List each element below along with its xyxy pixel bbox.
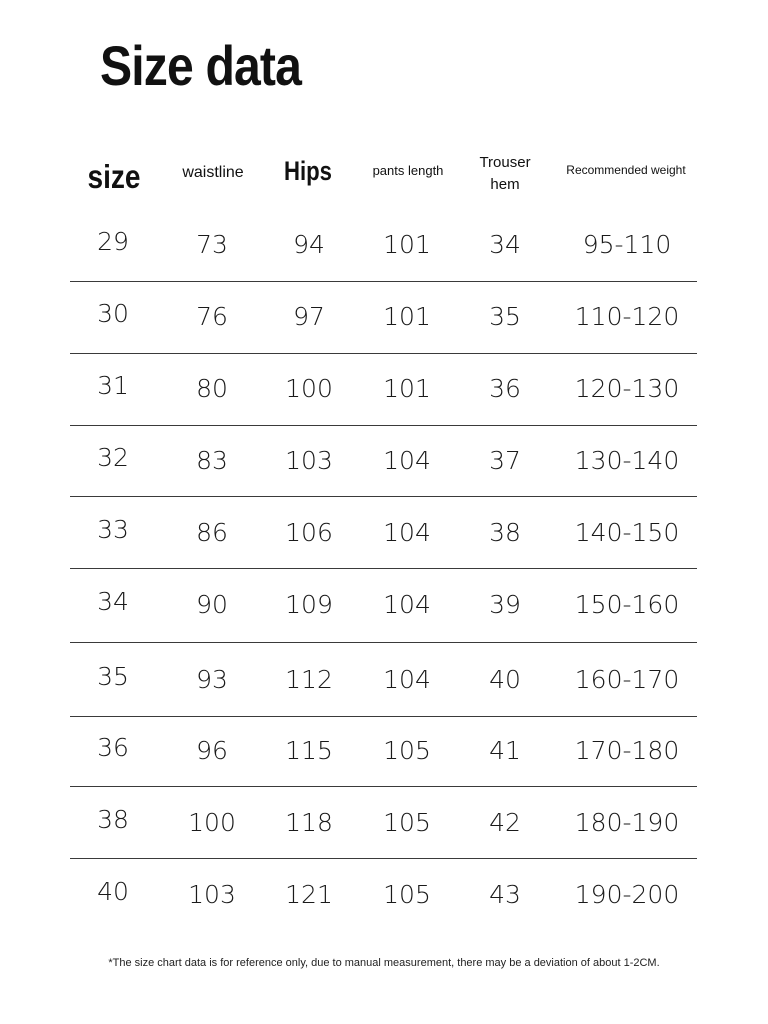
cell-trouser-hem: 42: [489, 808, 521, 837]
cell-size: 35: [97, 662, 129, 691]
cell-pants-length: 101: [383, 230, 431, 259]
header-size: size: [87, 158, 141, 195]
page-title: Size data: [100, 34, 302, 97]
cell-hips: 94: [293, 230, 325, 259]
header-waistline: waistline: [182, 164, 244, 181]
cell-recommended-weight: 180-190: [574, 808, 680, 837]
cell-waistline: 93: [196, 665, 228, 694]
cell-recommended-weight: 160-170: [574, 665, 680, 694]
cell-size: 32: [97, 443, 129, 472]
cell-pants-length: 104: [383, 665, 431, 694]
cell-trouser-hem: 41: [489, 736, 521, 765]
cell-hips: 103: [285, 446, 333, 475]
header-trouser-hem-line1: Trouser: [479, 154, 531, 171]
cell-pants-length: 101: [383, 374, 431, 403]
cell-hips: 106: [285, 518, 333, 547]
cell-size: 31: [97, 371, 129, 400]
cell-recommended-weight: 140-150: [574, 518, 680, 547]
cell-trouser-hem: 39: [489, 590, 521, 619]
cell-waistline: 90: [196, 590, 228, 619]
cell-recommended-weight: 120-130: [574, 374, 680, 403]
footnote: *The size chart data is for reference only, due to manual measurement, there may be a deviation of about 1-2CM.: [108, 957, 660, 969]
cell-waistline: 83: [196, 446, 228, 475]
cell-hips: 100: [285, 374, 333, 403]
cell-trouser-hem: 43: [489, 880, 521, 909]
cell-recommended-weight: 130-140: [574, 446, 680, 475]
cell-waistline: 80: [196, 374, 228, 403]
header-pants-length: pants length: [372, 163, 444, 178]
row-divider: [70, 425, 697, 426]
row-divider: [70, 786, 697, 787]
cell-size: 40: [97, 877, 129, 906]
cell-pants-length: 105: [383, 736, 431, 765]
cell-recommended-weight: 110-120: [574, 302, 680, 331]
cell-size: 34: [97, 587, 129, 616]
cell-hips: 109: [285, 590, 333, 619]
cell-pants-length: 101: [383, 302, 431, 331]
cell-waistline: 96: [196, 736, 228, 765]
cell-trouser-hem: 34: [489, 230, 521, 259]
cell-trouser-hem: 38: [489, 518, 521, 547]
row-divider: [70, 858, 697, 859]
cell-recommended-weight: 170-180: [574, 736, 680, 765]
row-divider: [70, 642, 697, 643]
cell-waistline: 103: [188, 880, 236, 909]
cell-pants-length: 104: [383, 590, 431, 619]
cell-waistline: 76: [196, 302, 228, 331]
cell-trouser-hem: 40: [489, 665, 521, 694]
cell-trouser-hem: 37: [489, 446, 521, 475]
cell-size: 29: [97, 227, 129, 256]
cell-hips: 115: [285, 736, 333, 765]
row-divider: [70, 353, 697, 354]
cell-pants-length: 105: [383, 808, 431, 837]
cell-size: 36: [97, 733, 129, 762]
cell-trouser-hem: 36: [489, 374, 521, 403]
cell-pants-length: 104: [383, 518, 431, 547]
row-divider: [70, 716, 697, 717]
cell-trouser-hem: 35: [489, 302, 521, 331]
cell-size: 33: [97, 515, 129, 544]
cell-hips: 112: [285, 665, 333, 694]
cell-pants-length: 104: [383, 446, 431, 475]
row-divider: [70, 568, 697, 569]
row-divider: [70, 281, 697, 282]
header-hips: Hips: [284, 156, 332, 186]
cell-hips: 97: [293, 302, 325, 331]
cell-recommended-weight: 95-110: [582, 230, 672, 259]
cell-hips: 121: [285, 880, 333, 909]
header-trouser-hem-line2: hem: [490, 176, 520, 193]
cell-size: 38: [97, 805, 129, 834]
row-divider: [70, 496, 697, 497]
cell-recommended-weight: 190-200: [574, 880, 680, 909]
cell-pants-length: 105: [383, 880, 431, 909]
cell-recommended-weight: 150-160: [574, 590, 680, 619]
cell-waistline: 73: [196, 230, 228, 259]
cell-size: 30: [97, 299, 129, 328]
cell-hips: 118: [285, 808, 333, 837]
cell-waistline: 100: [188, 808, 236, 837]
cell-waistline: 86: [196, 518, 228, 547]
header-recommended-weight: Recommended weight: [566, 163, 686, 177]
